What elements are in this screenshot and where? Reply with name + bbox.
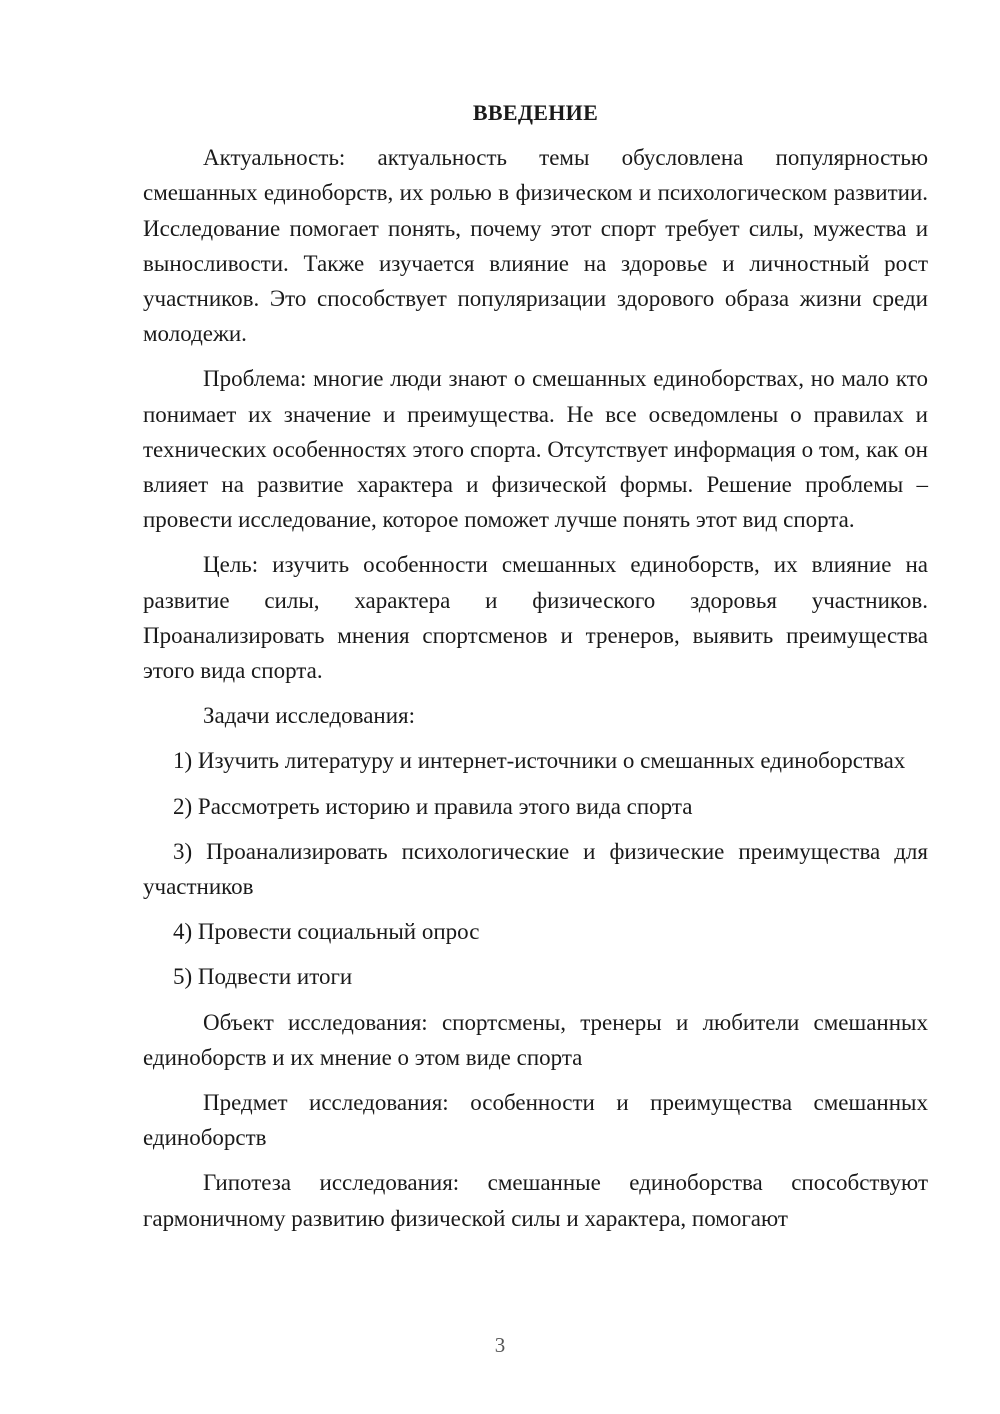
paragraph-subject: Предмет исследования: особенности и преимущества смешанных единоборств <box>143 1090 928 1151</box>
task-item-2: 2) Рассмотреть историю и правила этого вида спорта <box>173 793 693 819</box>
paragraph-object: Объект исследования: спортсмены, тренеры и любители смешанных единоборств и их мнение о этом виде спорта <box>143 1009 928 1070</box>
page-number: 3 <box>494 1333 506 1357</box>
task-item-3: 3) Проанализировать психологические и физические преимущества для участников <box>143 838 928 900</box>
paragraph-goal: Цель: изучить особенности смешанных единоборств, их влияние на развитие силы, характера и физического здоровья участников. Проанализировать мнения спортсменов и тренеров, выявить преимущества этого вида спорта. <box>143 552 928 684</box>
paragraph-problem: Проблема: многие люди знают о смешанных единоборствах, но мало кто понимает их значение и преимущества. Не все осведомлены о правилах и технических особенностях этого спорта. Отсутствует информация о том, как он влияет на развитие характера и физической формы. Решение проблемы – провести исследование, которое поможет лучше понять этот вид спорта. <box>143 366 928 533</box>
paragraph-relevance: Актуальность: актуальность темы обусловлена популярностью смешанных единоборств, их ролью в физическом и психологическом развитии. Исследование помогает понять, почему этот спорт требует силы, мужества и выносливости. Также изучается влияние на здоровье и личностный рост участников. Это способствует популяризации здорового образа жизни среди молодежи. <box>143 145 928 347</box>
task-item-5: 5) Подвести итоги <box>173 964 353 990</box>
section-title: ВВЕДЕНИЕ <box>472 100 599 125</box>
task-item-4: 4) Провести социальный опрос <box>173 919 480 945</box>
task-item-1: 1) Изучить литературу и интернет-источники о смешанных единоборствах <box>173 748 906 774</box>
tasks-heading: Задачи исследования: <box>203 703 416 729</box>
document-page <box>143 95 928 1246</box>
paragraph-hypothesis: Гипотеза исследования: смешанные единоборства способствуют гармоничному развитию физической силы и характера, помогают <box>143 1170 928 1231</box>
